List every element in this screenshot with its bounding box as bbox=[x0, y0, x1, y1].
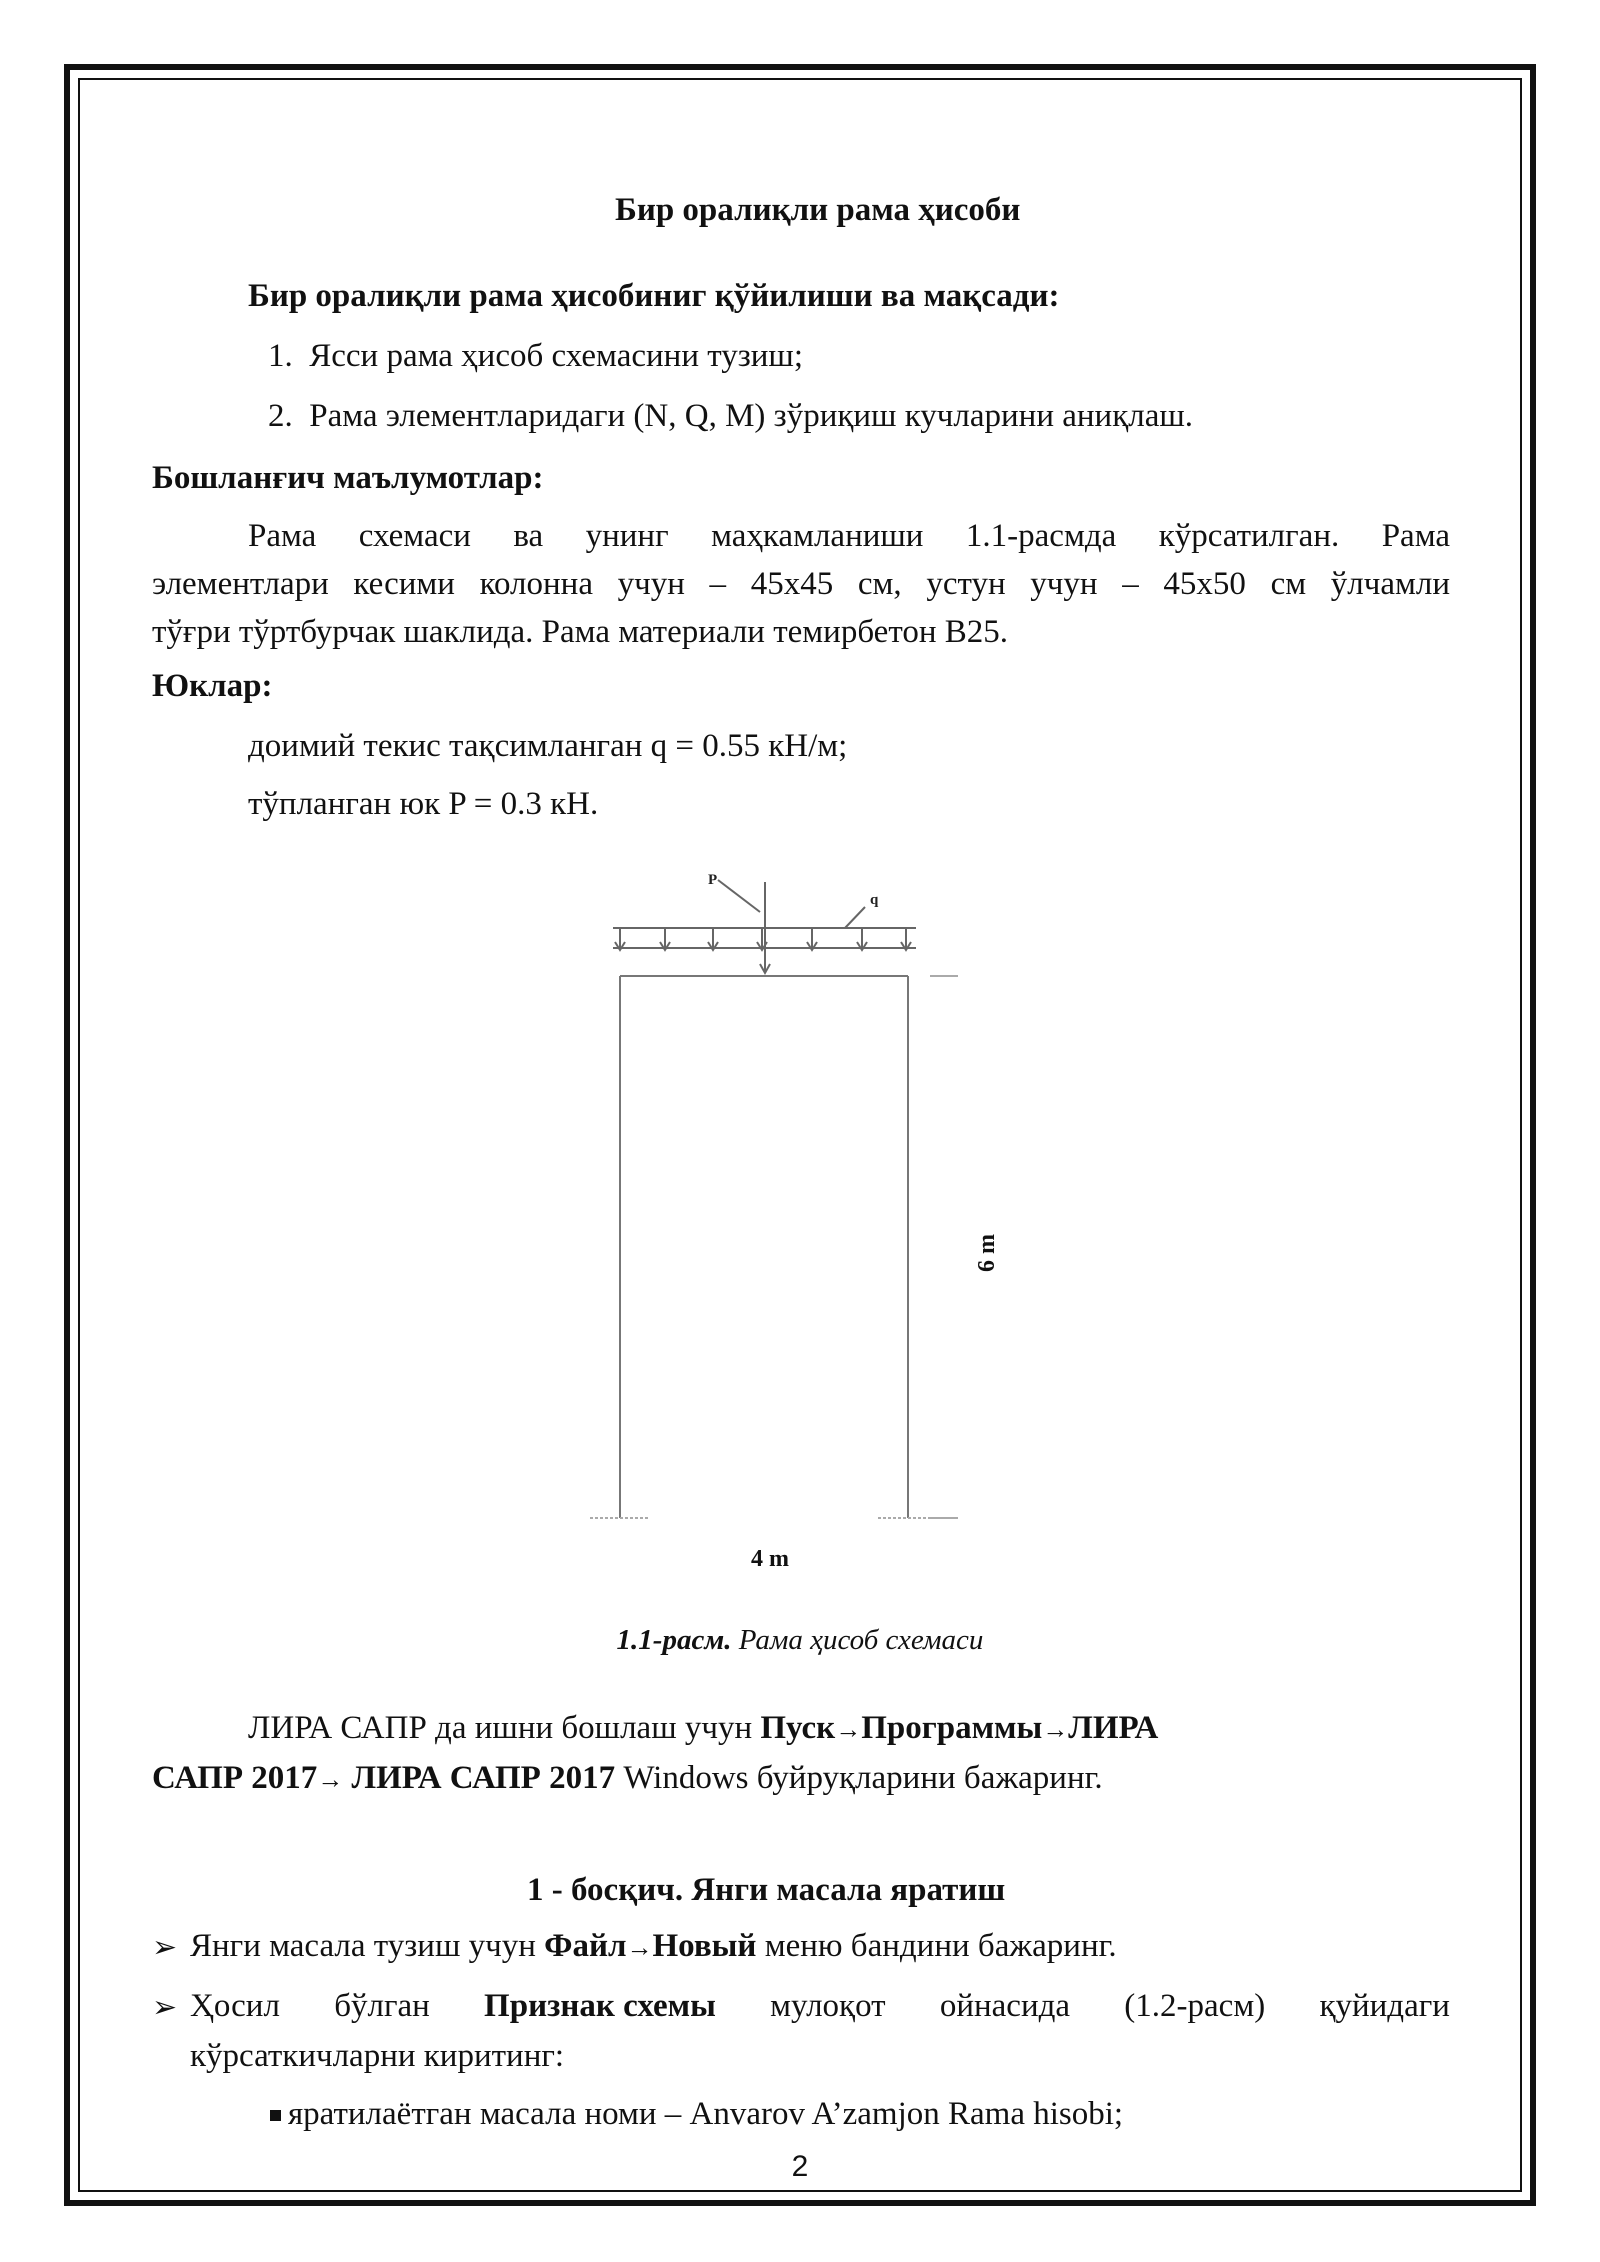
distributed-load-arrows bbox=[615, 928, 911, 950]
text-run: меню бандини бажаринг. bbox=[756, 1928, 1117, 1964]
loads-heading: Юклар: bbox=[152, 668, 273, 704]
menu-path-programs: Программы bbox=[861, 1710, 1043, 1746]
text-run: Windows буйруқларини бажаринг. bbox=[615, 1760, 1103, 1796]
menu-path-lira-version: САПР 2017 bbox=[152, 1760, 318, 1796]
arrow-bullet-icon: ➢ bbox=[152, 1991, 178, 2024]
sub-bullet-task-name: яратилаётган масала номи – Anvarov A’zamjon Rama hisobi; bbox=[288, 2096, 1124, 2132]
p-leader-line bbox=[718, 880, 760, 912]
page-title: Бир оралиқли рама ҳисоби bbox=[615, 192, 1021, 228]
bullet-scheme-dialog-line-2: кўрсаткичларни киритинг: bbox=[190, 2038, 565, 2074]
menu-path-lira: ЛИРА bbox=[1068, 1710, 1159, 1746]
start-instructions-line-1 bbox=[248, 1704, 1158, 1754]
text-run: Янги масала тузиш учун bbox=[190, 1928, 545, 1964]
menu-file: Файл bbox=[544, 1928, 627, 1964]
menu-new: Новый bbox=[652, 1928, 757, 1964]
text-run: Ҳосил bbox=[190, 1988, 280, 2024]
arrow-glyph: → bbox=[317, 1765, 344, 1794]
paragraph-line: Рама схемаси ва унинг маҳкамланиши 1.1-расмда кўрсатилган. Рама bbox=[248, 518, 1450, 554]
page-number: 2 bbox=[791, 2150, 809, 2183]
q-leader-line bbox=[845, 907, 865, 928]
goal-number: 2. bbox=[268, 398, 293, 434]
span-dimension-label: 4 m bbox=[751, 1546, 789, 1572]
arrow-glyph: → bbox=[835, 1715, 862, 1744]
arrow-glyph: → bbox=[1042, 1715, 1069, 1744]
goal-number: 1. bbox=[268, 338, 293, 374]
bullet-scheme-dialog-line-1 bbox=[190, 1982, 1450, 2032]
text-run: ЛИРА САПР да ишни бошлаш учун bbox=[248, 1710, 761, 1746]
text-run: (1.2-расм) bbox=[1124, 1988, 1266, 2024]
text-run: мулоқот bbox=[770, 1988, 886, 2024]
text-run: ойнасида bbox=[939, 1988, 1071, 2024]
load-distributed: доимий текис тақсимланган q = 0.55 кН/м; bbox=[248, 728, 848, 764]
label-p: P bbox=[708, 872, 718, 888]
paragraph-line: тўғри тўртбурчак шаклида. Рама материали темирбетон В25. bbox=[152, 614, 1008, 650]
square-bullet-icon bbox=[270, 2110, 281, 2121]
label-q: q bbox=[870, 892, 879, 908]
bullet-new-file bbox=[190, 1922, 1117, 1972]
arrow-bullet-icon: ➢ bbox=[152, 1931, 178, 1964]
figure-caption bbox=[0, 1624, 1600, 1657]
caption-text: Рама ҳисоб схемаси bbox=[731, 1624, 984, 1656]
start-instructions-line-2 bbox=[152, 1754, 1103, 1804]
text-run: бўлган bbox=[334, 1988, 430, 2024]
caption-number: 1.1-расм. bbox=[616, 1624, 732, 1656]
menu-path-lira-app: ЛИРА САПР 2017 bbox=[343, 1760, 616, 1796]
step1-heading: 1 - босқич. Янги масала яратиш bbox=[527, 1872, 1006, 1908]
goal-text: Ясси рама ҳисоб схемасини тузиш; bbox=[309, 338, 803, 374]
goal-heading: Бир оралиқли рама ҳисобиниг қўйилиши ва мақсади: bbox=[248, 278, 1060, 314]
paragraph-line: элементлари кесими колонна учун – 45х45 см, устун учун – 45х50 см ўлчамли bbox=[152, 566, 1450, 602]
dialog-name: Признак схемы bbox=[484, 1988, 716, 2024]
text-run: қуйидаги bbox=[1319, 1988, 1450, 2024]
load-concentrated: тўпланган юк P = 0.3 кН. bbox=[248, 786, 599, 822]
height-dimension-label: 6 m bbox=[974, 1234, 1000, 1272]
menu-path-start: Пуск bbox=[760, 1710, 836, 1746]
initial-data-heading: Бошланғич маълумотлар: bbox=[152, 460, 544, 496]
goal-text: Рама элементларидаги (N, Q, M) зўриқиш кучларини аниқлаш. bbox=[309, 398, 1193, 434]
arrow-glyph: → bbox=[626, 1933, 653, 1962]
